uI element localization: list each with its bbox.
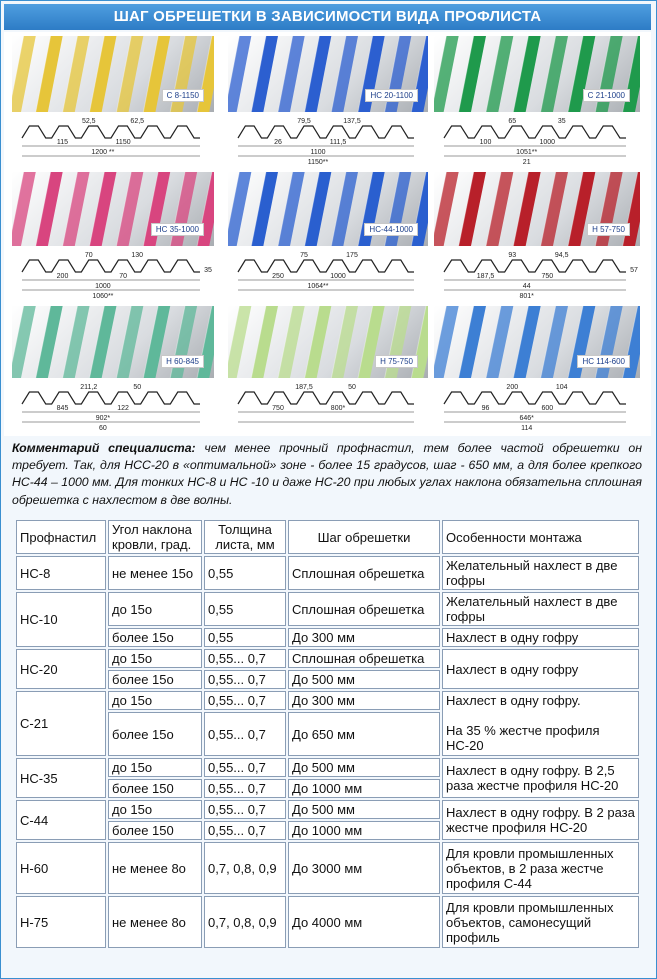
notes-cell: Нахлест в одну гофру	[442, 649, 639, 689]
profile-panel	[228, 306, 428, 438]
dimension-label: 1000	[330, 273, 346, 280]
table-row	[16, 628, 639, 647]
thickness-cell: 0,55... 0,7	[204, 821, 286, 840]
thickness-cell: 0,55	[204, 592, 286, 626]
thickness-cell: 0,55... 0,7	[204, 691, 286, 710]
cross-section-diagram	[12, 114, 214, 166]
angle-cell: более 15о	[108, 628, 202, 647]
dimension-label: 845	[56, 405, 69, 412]
profile-panel	[434, 36, 640, 168]
thickness-cell: 0,55	[204, 628, 286, 647]
thickness-cell: 0,7, 0,8, 0,9	[204, 842, 286, 894]
angle-cell: до 15о	[108, 758, 202, 777]
dimension-label: 100	[479, 139, 492, 146]
profile-cell: С-44	[16, 800, 106, 840]
dimension-label: 104	[555, 384, 568, 391]
profile-label: НС 35-1000	[151, 223, 204, 236]
notes-cell: Желательный нахлест в две гофры	[442, 592, 639, 626]
profile-cross-section	[434, 248, 640, 300]
dimension-label: 211,2	[80, 384, 98, 391]
profile-panel	[12, 172, 214, 302]
dimension-label: 114	[521, 425, 533, 432]
dimension-label: 21	[522, 159, 531, 166]
table-header-row	[16, 520, 639, 554]
step-cell: Сплошная обрешетка	[288, 592, 440, 626]
header-profile: Профнастил	[16, 520, 106, 554]
table-row	[16, 556, 639, 590]
step-cell: До 1000 мм	[288, 821, 440, 840]
profile-cross-section	[12, 380, 214, 436]
dimension-label: 79,5	[297, 118, 311, 125]
dimension-label: 750	[272, 405, 284, 412]
profile-cross-section	[12, 114, 214, 166]
notes-cell: Для кровли промышленных объектов, самонесущий профиль	[442, 896, 639, 948]
dimension-label: 1150	[115, 139, 131, 146]
dimension-label: 646*	[519, 415, 534, 422]
step-cell: До 500 мм	[288, 670, 440, 689]
dimension-label: 750	[541, 273, 554, 280]
thickness-cell: 0,55... 0,7	[204, 712, 286, 756]
comment-lead: Комментарий специалиста:	[12, 441, 196, 455]
dimension-label: 250	[272, 273, 284, 280]
profile-label: НС 114-600	[577, 355, 630, 368]
notes-line-2: На 35 % жестче профиля НС-20	[446, 723, 600, 753]
dimension-label: 70	[84, 252, 93, 259]
table-row	[16, 592, 639, 626]
step-cell: До 300 мм	[288, 628, 440, 647]
cross-section-diagram	[434, 248, 640, 300]
profile-label: Н 57-750	[587, 223, 630, 236]
profile-label: С 21-1000	[583, 89, 630, 102]
profile-sheet-photo	[228, 172, 428, 246]
profile-panel	[12, 306, 214, 438]
profile-gallery	[4, 32, 651, 436]
notes-cell: Нахлест в одну гофру. В 2,5 раза жестче профиля НС-20	[442, 758, 639, 798]
cross-section-diagram	[12, 380, 214, 436]
profile-cross-section	[228, 114, 428, 166]
angle-cell: не менее 8о	[108, 842, 202, 894]
dimension-label: 1060**	[92, 293, 114, 300]
table-row	[16, 758, 639, 777]
cross-section-diagram	[434, 380, 640, 436]
cross-section-diagram	[228, 380, 428, 436]
profile-cross-section	[434, 380, 640, 436]
dimension-label: 50	[348, 384, 356, 391]
notes-cell: Нахлест в одну гофру. В 2 раза жестче профиля НС-20	[442, 800, 639, 840]
dimension-label: 1051**	[516, 149, 538, 156]
dimension-label: 800*	[330, 405, 346, 412]
dimension-label: 52,5	[81, 118, 96, 125]
dimension-label: 902*	[95, 415, 111, 422]
angle-cell: более 150	[108, 821, 202, 840]
dimension-label: 70	[119, 273, 127, 280]
notes-cell: Желательный нахлест в две гофры	[442, 556, 639, 590]
table-row	[16, 691, 639, 710]
dimension-label: 1100	[310, 149, 326, 156]
dimension-label: 187,5	[295, 384, 313, 391]
dimension-label: 96	[481, 405, 490, 412]
thickness-cell: 0,55... 0,7	[204, 649, 286, 668]
notes-cell	[442, 691, 639, 756]
profile-sheet-photo	[12, 36, 214, 112]
thickness-cell: 0,55... 0,7	[204, 670, 286, 689]
step-cell: До 1000 мм	[288, 779, 440, 798]
profile-cell: НС-8	[16, 556, 106, 590]
profile-cell: НС-10	[16, 592, 106, 647]
step-cell: До 500 мм	[288, 758, 440, 777]
profile-panel	[228, 36, 428, 168]
dimension-label: 600	[541, 405, 554, 412]
profile-cross-section	[228, 380, 428, 436]
thickness-cell: 0,55... 0,7	[204, 758, 286, 777]
lathing-table	[14, 518, 641, 950]
profile-cross-section	[228, 248, 428, 300]
profile-label: НС-44-1000	[364, 223, 418, 236]
step-cell: До 3000 мм	[288, 842, 440, 894]
thickness-cell: 0,55... 0,7	[204, 800, 286, 819]
dimension-label: 1150**	[307, 159, 329, 166]
step-cell: До 650 мм	[288, 712, 440, 756]
cross-section-diagram	[12, 248, 214, 300]
dimension-label: 1200 **	[91, 149, 115, 156]
notes-cell: Для кровли промышленных объектов, в 2 раза жестче профиля С-44	[442, 842, 639, 894]
profile-sheet-photo	[434, 36, 640, 112]
dimension-label: 50	[133, 384, 142, 391]
table-row	[16, 842, 639, 894]
profile-cell: Н-60	[16, 842, 106, 894]
angle-cell: до 15о	[108, 800, 202, 819]
step-cell: Сплошная обрешетка	[288, 556, 440, 590]
dimension-label: 200	[506, 384, 519, 391]
header-thickness: Толщина листа, мм	[204, 520, 286, 554]
dimension-label: 65	[508, 118, 517, 125]
dimension-label: 1000	[539, 139, 556, 146]
dimension-label: 111,5	[329, 139, 347, 146]
dimension-label: 130	[131, 252, 144, 259]
expert-comment	[12, 440, 642, 509]
profile-sheet-photo	[12, 172, 214, 246]
dimension-label: 175	[346, 252, 358, 259]
dimension-label: 75	[300, 252, 308, 259]
page-title: ШАГ ОБРЕШЕТКИ В ЗАВИСИМОСТИ ВИДА ПРОФЛИСТА	[4, 4, 651, 30]
angle-cell: не менее 15о	[108, 556, 202, 590]
profile-sheet-photo	[228, 36, 428, 112]
cross-section-diagram	[228, 114, 428, 166]
profile-cell: Н-75	[16, 896, 106, 948]
profile-cell: НС-35	[16, 758, 106, 798]
dimension-label: 94,5	[554, 252, 569, 259]
header-notes: Особенности монтажа	[442, 520, 639, 554]
header-angle: Угол наклона кровли, град.	[108, 520, 202, 554]
profile-sheet-photo	[12, 306, 214, 378]
profile-cross-section	[12, 248, 214, 300]
notes-line-1: Нахлест в одну гофру.	[446, 693, 581, 708]
dimension-label: 62,5	[130, 118, 145, 125]
angle-cell: более 15о	[108, 712, 202, 756]
profile-label: НС 20-1100	[365, 89, 418, 102]
angle-cell: не менее 8о	[108, 896, 202, 948]
profile-label: Н 75-750	[375, 355, 418, 368]
angle-cell: до 15о	[108, 592, 202, 626]
table-row	[16, 649, 639, 668]
thickness-cell: 0,7, 0,8, 0,9	[204, 896, 286, 948]
dimension-label: 801*	[519, 293, 534, 300]
angle-cell: до 15о	[108, 691, 202, 710]
dimension-label: 35	[557, 118, 566, 125]
dimension-label: 137,5	[343, 118, 361, 125]
profile-cross-section	[434, 114, 640, 166]
profile-panel	[12, 36, 214, 168]
angle-cell: до 15о	[108, 649, 202, 668]
table-row	[16, 800, 639, 819]
dimension-label: 1064**	[307, 283, 329, 290]
dimension-label: 200	[56, 273, 69, 280]
notes-cell: Нахлест в одну гофру	[442, 628, 639, 647]
dimension-label: 122	[117, 405, 129, 412]
dimension-label: 93	[508, 252, 517, 259]
step-cell: До 4000 мм	[288, 896, 440, 948]
thickness-cell: 0,55	[204, 556, 286, 590]
step-cell: До 500 мм	[288, 800, 440, 819]
dimension-label: 26	[274, 139, 282, 146]
profile-panel	[228, 172, 428, 302]
cross-section-diagram	[228, 248, 428, 300]
profile-label: Н 60-845	[161, 355, 204, 368]
step-cell: Сплошная обрешетка	[288, 649, 440, 668]
dimension-label: 1000	[95, 283, 111, 290]
dimension-label: 60	[99, 425, 107, 432]
cross-section-diagram	[434, 114, 640, 166]
profile-label: С 8-1150	[162, 89, 204, 102]
profile-panel	[434, 306, 640, 438]
profile-sheet-photo	[228, 306, 428, 378]
table-row	[16, 896, 639, 948]
angle-cell: более 15о	[108, 670, 202, 689]
dimension-label: 115	[56, 139, 69, 146]
profile-cell: НС-20	[16, 649, 106, 689]
profile-sheet-photo	[434, 306, 640, 378]
dimension-label: 187,5	[476, 273, 495, 280]
profile-sheet-photo	[434, 172, 640, 246]
header-step: Шаг обрешетки	[288, 520, 440, 554]
dimension-label: 57	[630, 267, 638, 274]
angle-cell: более 150	[108, 779, 202, 798]
profile-panel	[434, 172, 640, 302]
step-cell: До 300 мм	[288, 691, 440, 710]
comment-text: чем менее прочный профнастил, тем более частой обрешетки он требует. Так, для НСС-20 в «оптимальной» зоне - более 15 градусов, шаг - 650 мм, а для более крепкого НС-44 – 1000 мм. Для тонких НС-8 и НС -10 и даже НС-20 при любых углах наклона обязательна сплошная обрешетка с нахлестом в две волны.	[12, 441, 642, 507]
dimension-label: 44	[522, 283, 531, 290]
profile-cell: С-21	[16, 691, 106, 756]
dimension-label: 35	[204, 267, 212, 274]
thickness-cell: 0,55... 0,7	[204, 779, 286, 798]
